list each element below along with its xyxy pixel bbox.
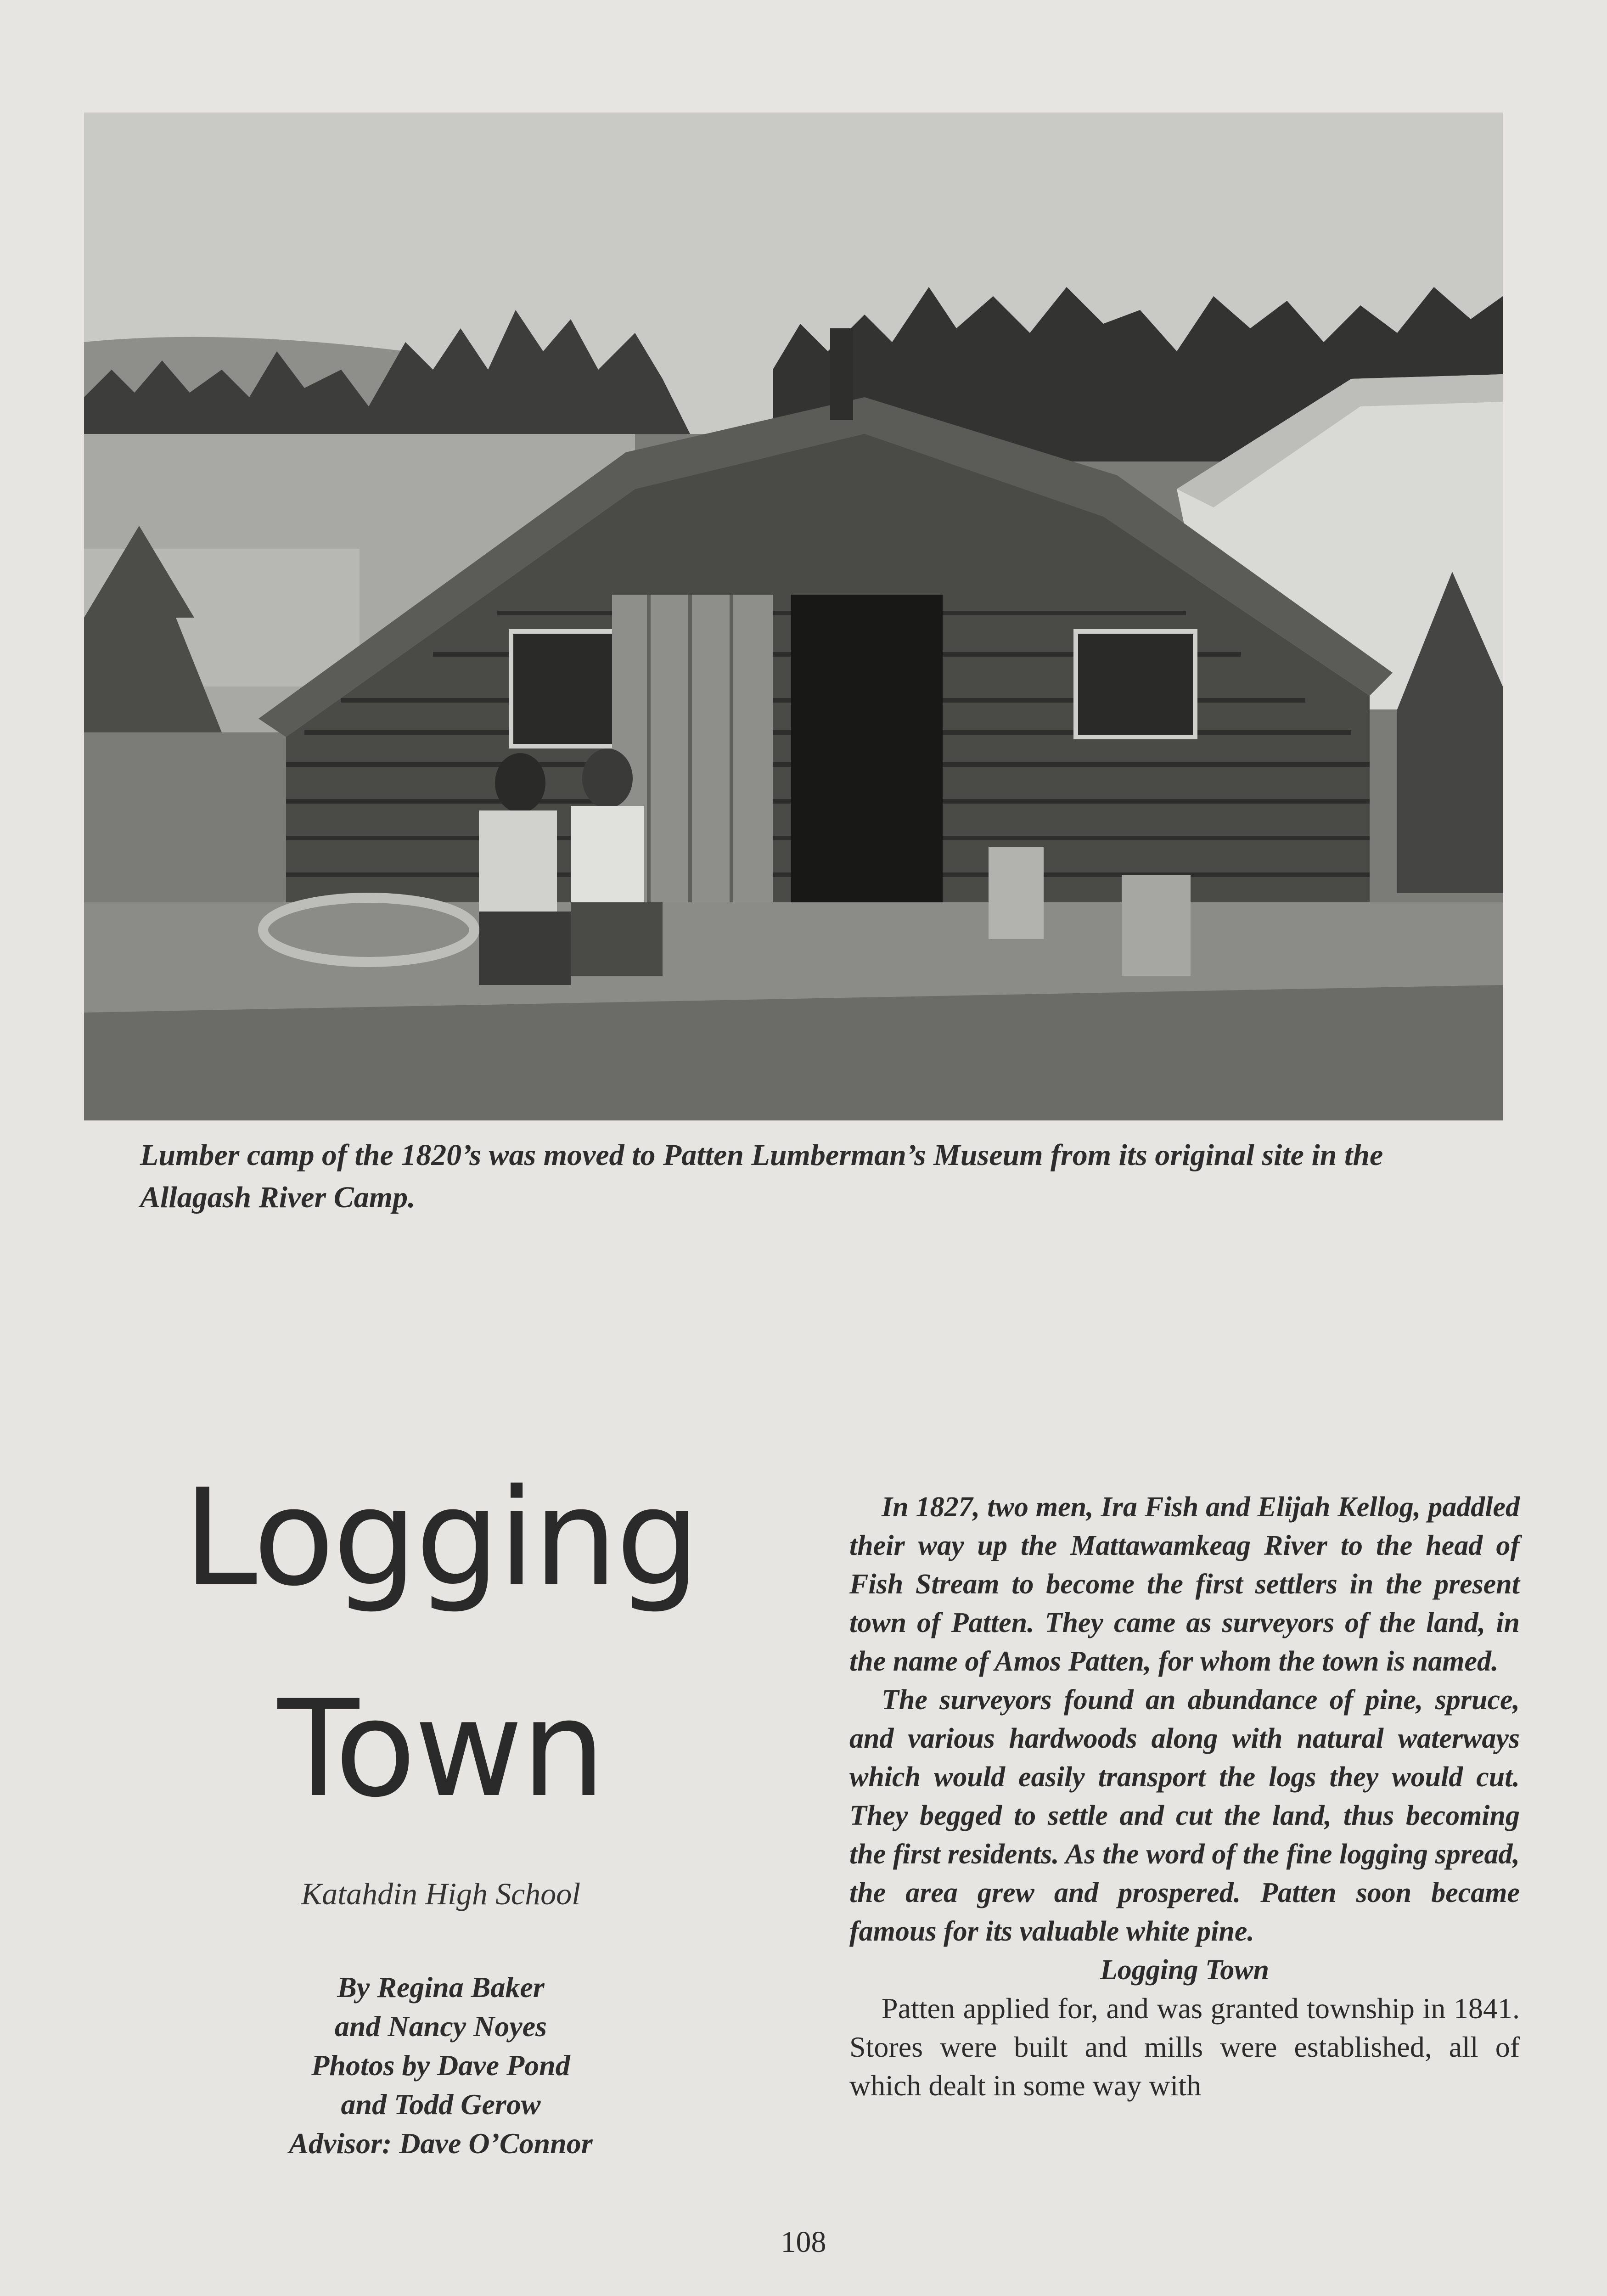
school-name: Katahdin High School (301, 1876, 581, 1911)
body-paragraph: Patten applied for, and was granted township in 1841. Stores were built and mills were established, all of which dealt in some way with (849, 1992, 1520, 2102)
title-line-1: Logging (183, 1461, 699, 1615)
lumber-camp-photo (84, 113, 1503, 1120)
intro-paragraph: In 1827, two men, Ira Fish and Elijah Kellog, paddled their way up the Mattawamkeag River to the head of Fish Stream to become the first settlers in the present town of Patten. They came as surveyors of the land, in the name of Amos Patten, for whom the town is named. (849, 1491, 1520, 1677)
page-number: 108 (781, 2225, 826, 2259)
article-intro (849, 1488, 1520, 1951)
article-body (849, 1488, 1520, 2105)
photo-caption: Lumber camp of the 1820’s was moved to Patten Lumberman’s Museum from its original site in the Allagash River Camp. (140, 1138, 1383, 1214)
title-line-2: Town (277, 1672, 604, 1827)
intro-paragraph: The surveyors found an abundance of pine, spruce, and various hardwoods along with natural waterways which would easily transport the logs they would cut. They begged to settle and cut the land, thus becoming the first residents. As the word of the fine logging spread, the area grew and prospered. Patten soon became famous for its valuable white pine. (849, 1684, 1520, 1947)
credit-line: and Nancy Noyes (334, 2010, 547, 2043)
credit-line: By Regina Baker (337, 1971, 545, 2003)
credit-line: Photos by Dave Pond (311, 2049, 570, 2082)
log-cabin-photo-icon (84, 113, 1503, 1120)
credits (152, 1968, 730, 2163)
section-subheading: Logging Town (1100, 1954, 1270, 1986)
credit-line: Advisor: Dave O’Connor (289, 2127, 593, 2160)
credit-line: and Todd Gerow (341, 2088, 541, 2121)
article-text (849, 1989, 1520, 2105)
